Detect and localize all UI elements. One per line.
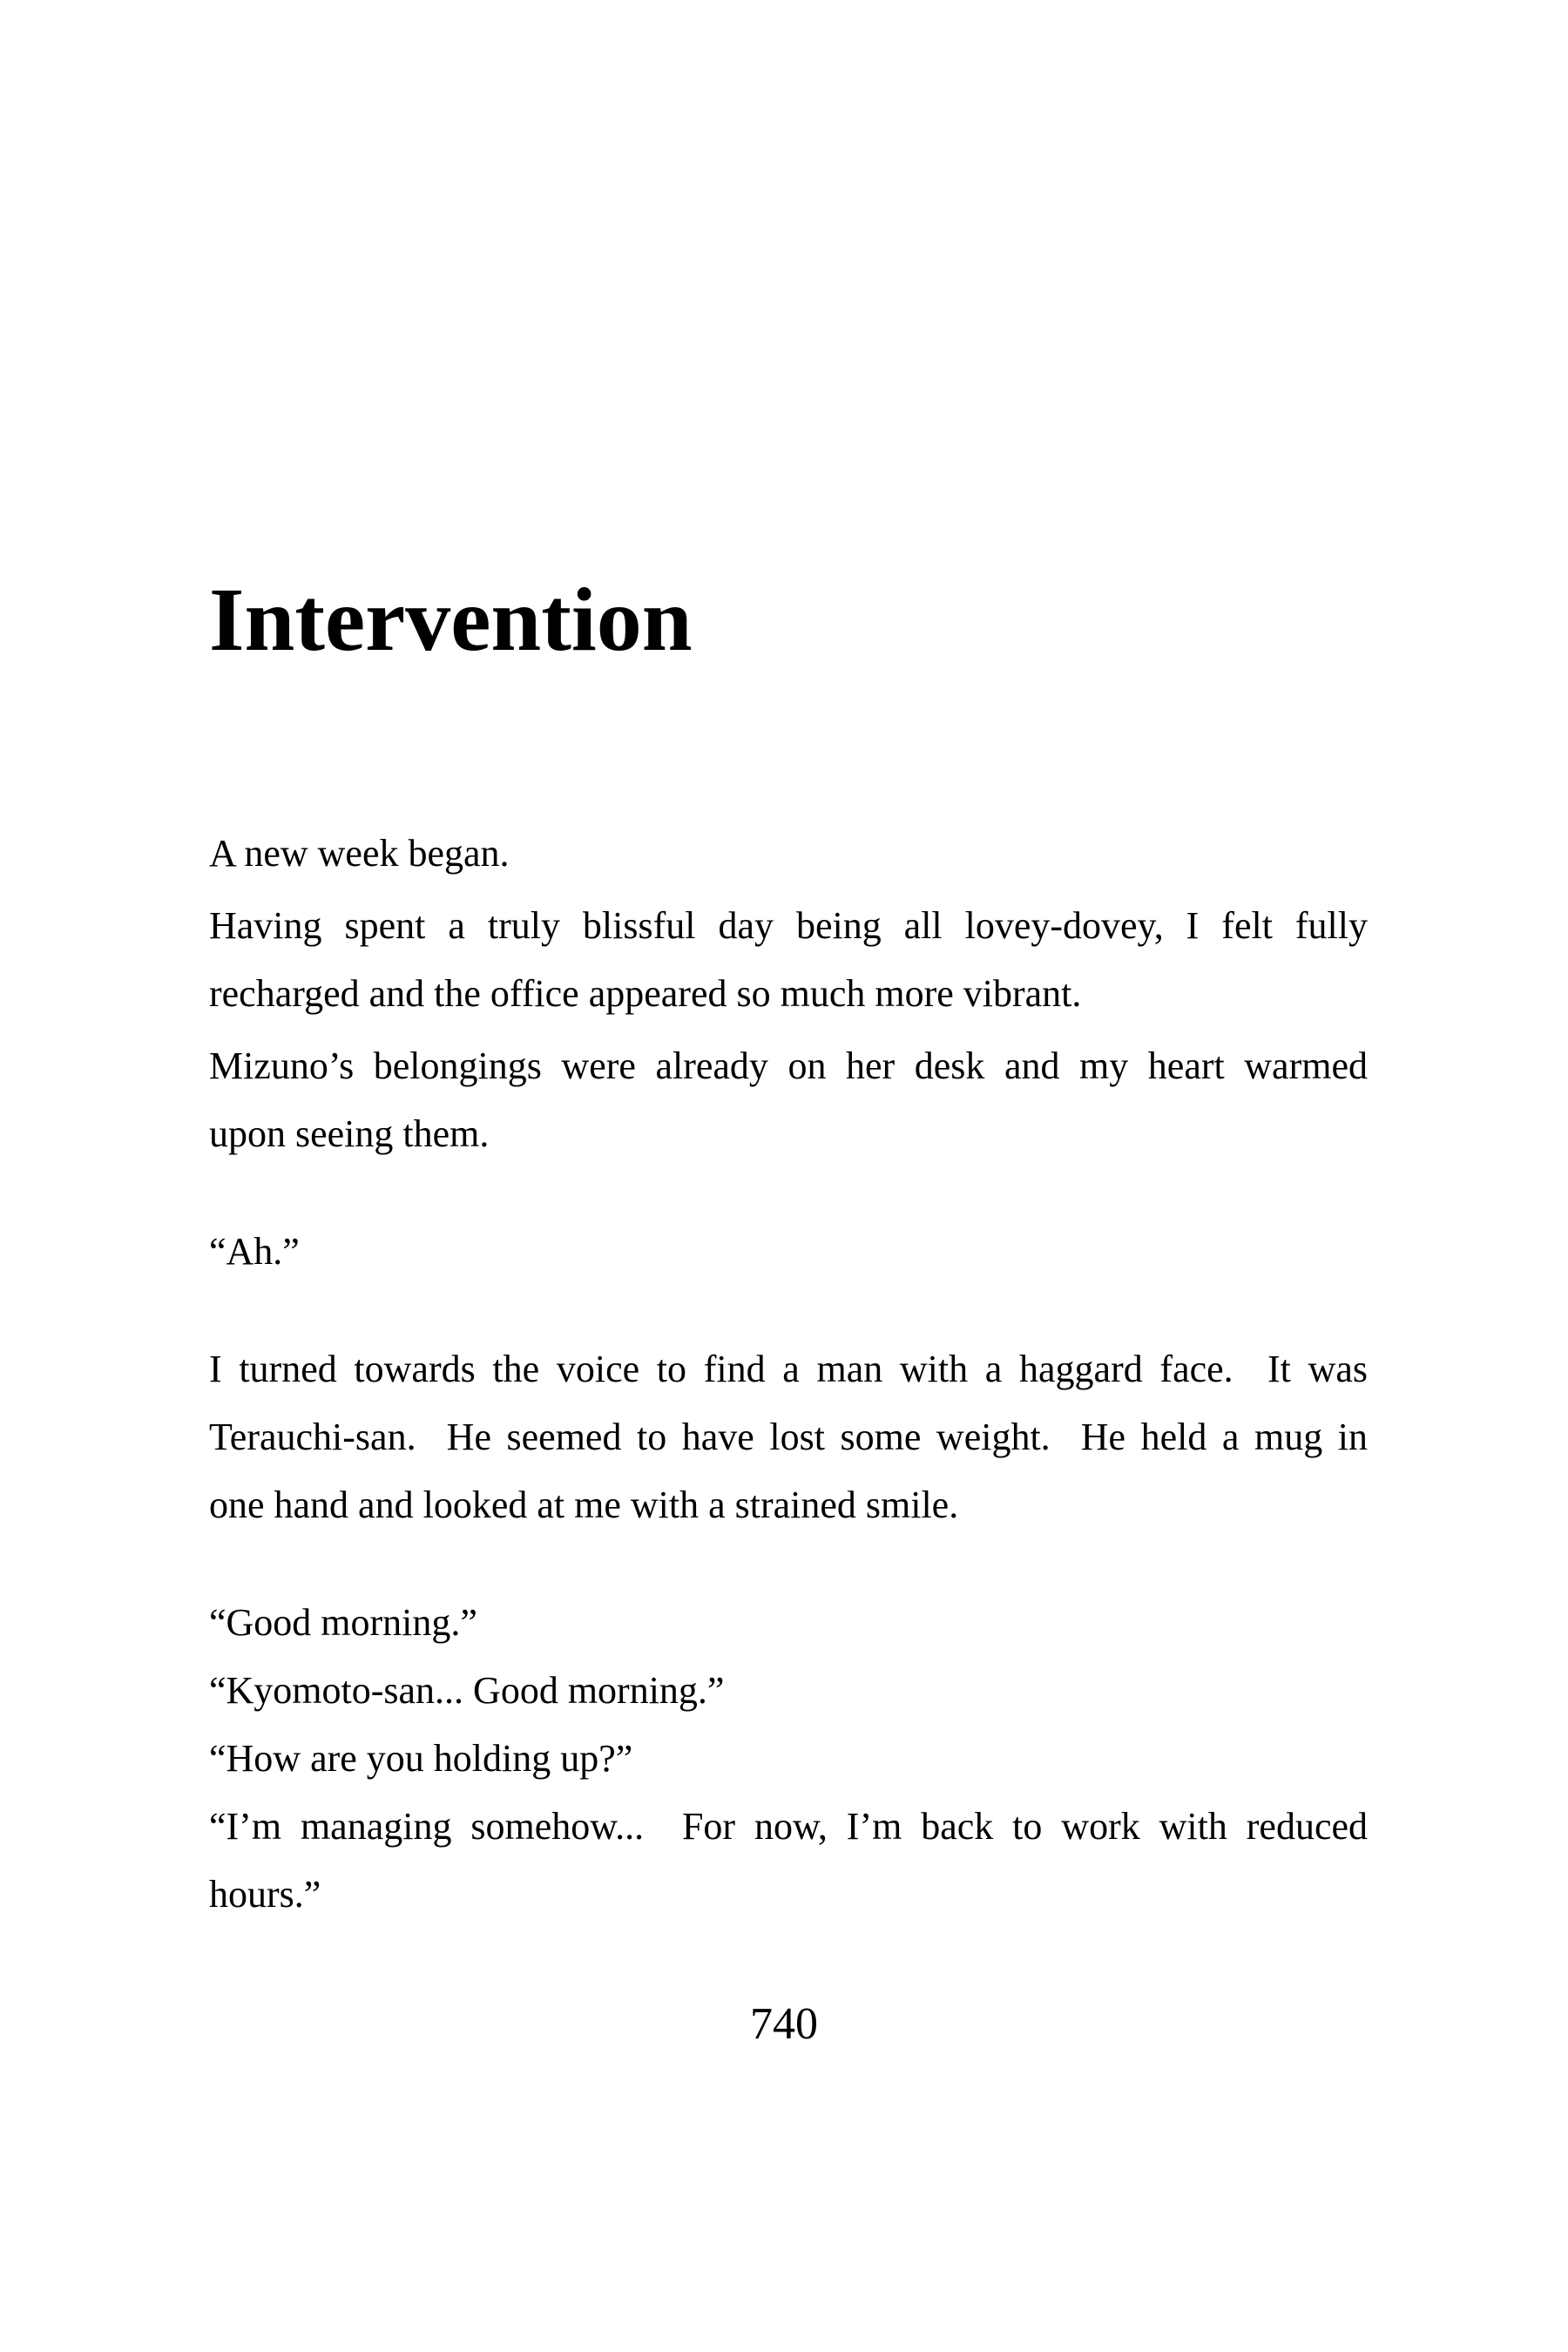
- paragraph: [209, 1589, 1368, 1657]
- text-line: “Kyomoto-san... Good morning.”: [209, 1669, 725, 1712]
- text-line: Having spent a truly blissful day being all lovey-dovey, I felt fully: [209, 904, 1368, 947]
- paragraph: [209, 1218, 1368, 1286]
- text-line: hours.”: [209, 1873, 321, 1916]
- paragraph: [209, 1793, 1368, 1929]
- text-line: “Ah.”: [209, 1230, 300, 1273]
- paragraph: [209, 1335, 1368, 1539]
- text-line: recharged and the office appeared so much more vibrant.: [209, 972, 1082, 1015]
- text-line: “How are you holding up?”: [209, 1737, 633, 1780]
- chapter-title: Intervention: [209, 570, 693, 670]
- text-line: A new week began.: [209, 832, 510, 875]
- page-number: 740: [750, 1999, 818, 2049]
- text-line: one hand and looked at me with a strained smile.: [209, 1484, 959, 1526]
- paragraph: [209, 1032, 1368, 1168]
- paragraph: [209, 820, 1368, 888]
- text-line: upon seeing them.: [209, 1112, 490, 1155]
- paragraph: [209, 1725, 1368, 1793]
- text-line: I turned towards the voice to find a man with a haggard face. It was: [209, 1348, 1368, 1390]
- paragraph: [209, 892, 1368, 1028]
- body-text: [209, 820, 1368, 1929]
- text-line: Terauchi-san. He seemed to have lost some weight. He held a mug in: [209, 1416, 1368, 1458]
- text-line: Mizuno’s belongings were already on her desk and my heart warmed: [209, 1044, 1368, 1087]
- paragraph: [209, 1657, 1368, 1725]
- text-line: “I’m managing somehow... For now, I’m back to work with reduced: [209, 1805, 1368, 1848]
- text-line: “Good morning.”: [209, 1601, 477, 1644]
